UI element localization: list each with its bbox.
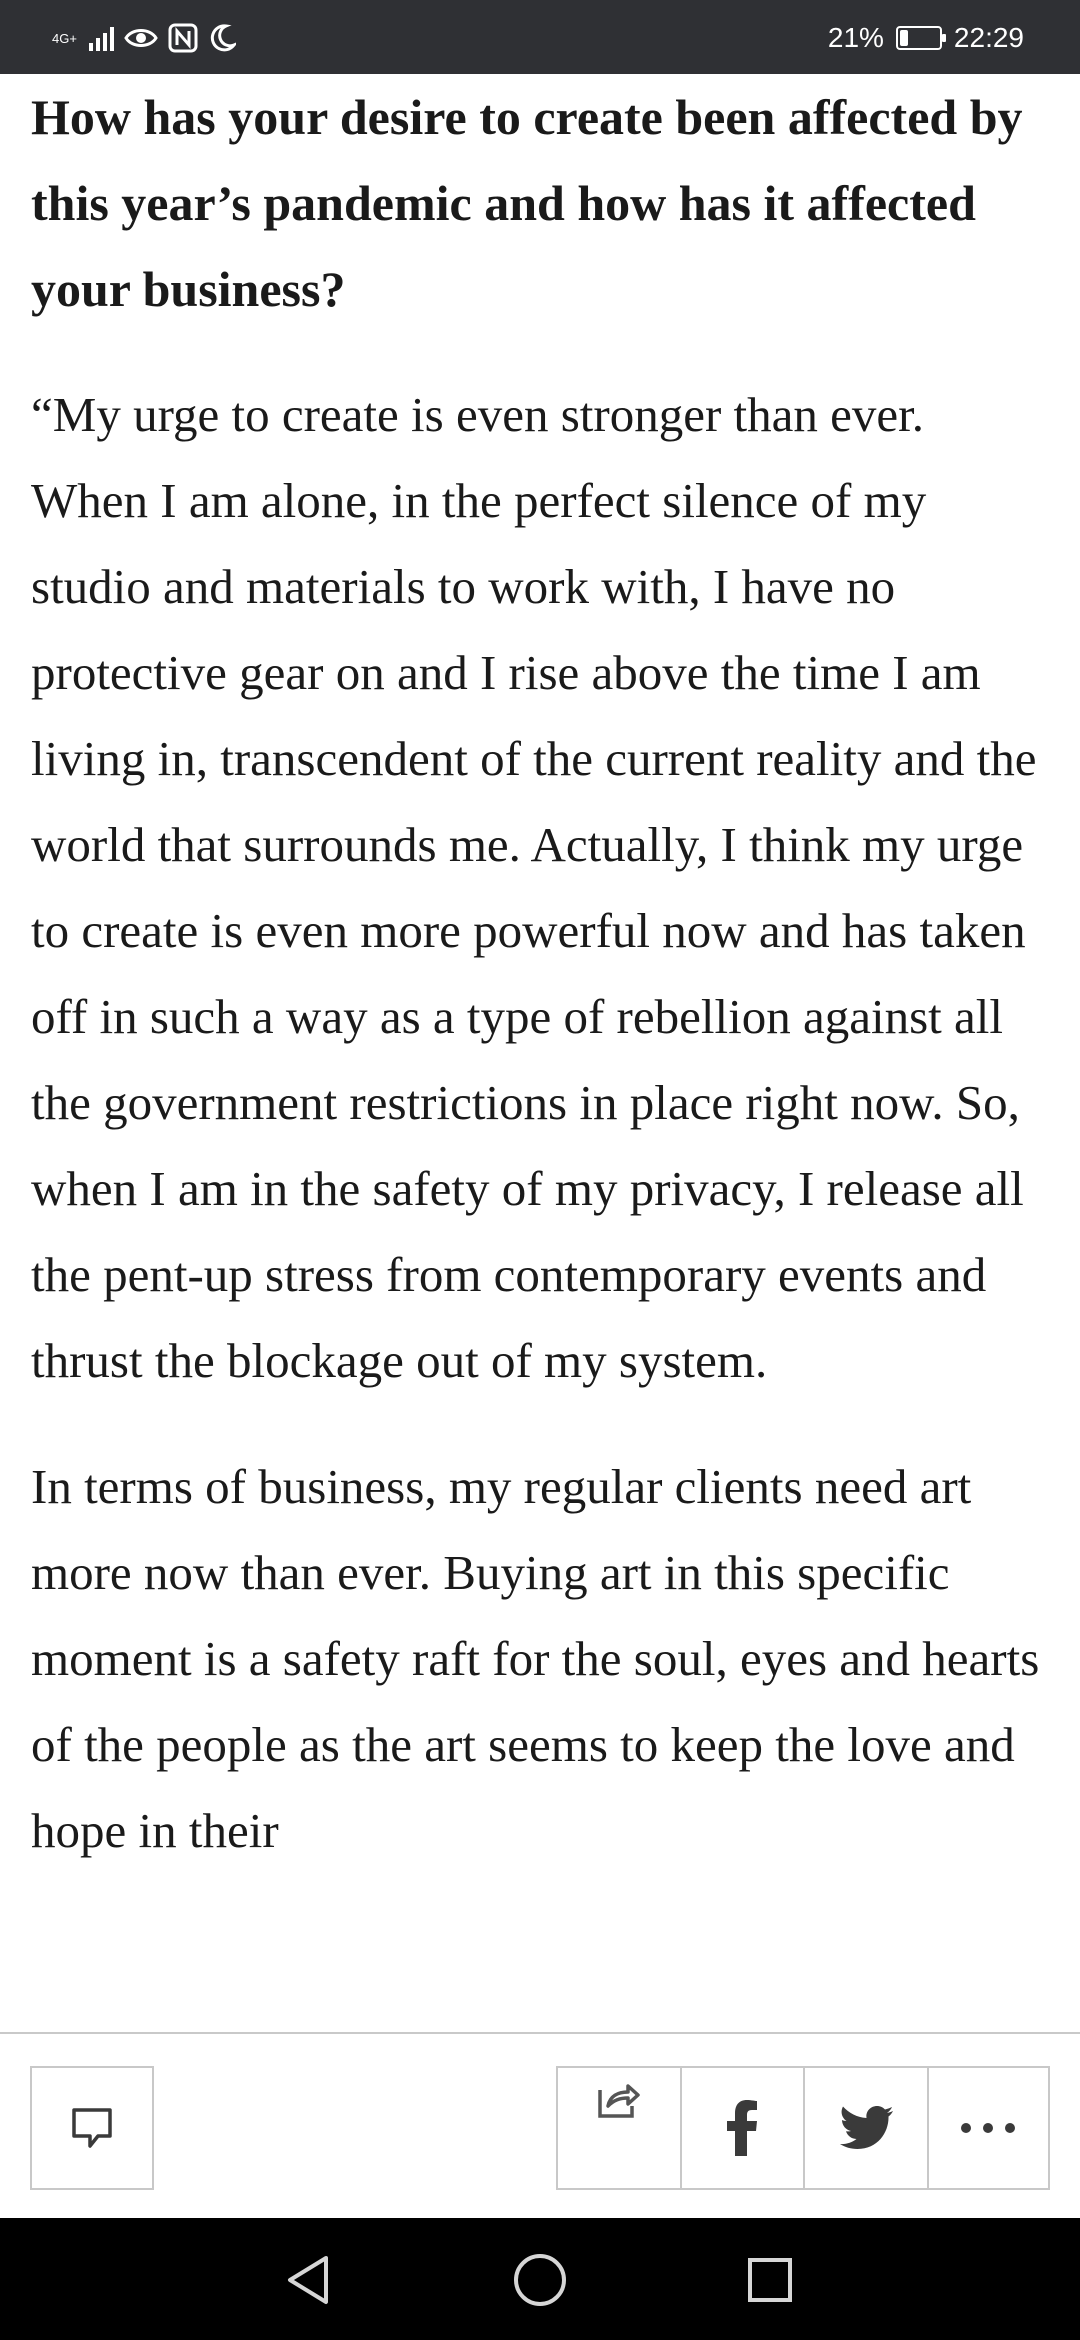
- moon-icon: [208, 23, 236, 53]
- home-button[interactable]: [510, 2250, 570, 2310]
- back-icon: [284, 2254, 332, 2306]
- back-button[interactable]: [278, 2250, 338, 2310]
- network-indicator: [52, 32, 77, 45]
- comment-icon: [68, 2104, 116, 2152]
- home-icon: [512, 2252, 568, 2308]
- eye-icon: [124, 25, 158, 51]
- battery-percent: 21%: [827, 22, 884, 53]
- share-buttons: [556, 2066, 1050, 2190]
- clock: 22:29: [953, 22, 1024, 53]
- facebook-icon: [724, 2100, 760, 2156]
- network-label: 4G+: [52, 30, 77, 46]
- signal-icon: [89, 25, 114, 51]
- recents-icon: [746, 2256, 794, 2304]
- recents-button[interactable]: [740, 2250, 800, 2310]
- status-icons-left: [52, 16, 236, 60]
- share-icon: [594, 2076, 642, 2124]
- interview-question: How has your desire to create been affected by this year’s pandemic and how has it affected your business?: [31, 89, 1023, 317]
- twitter-icon: [838, 2105, 894, 2151]
- comment-button[interactable]: [30, 2066, 154, 2190]
- status-icons-right: [828, 16, 1024, 60]
- share-button[interactable]: [556, 2066, 680, 2190]
- article-body: [31, 74, 1051, 1874]
- answer-paragraph: In terms of business, my regular clients need art more now than ever. Buying art in this specific moment is a safety raft for the soul, eyes and hearts of the people as the art seems to keep the love and hope in their: [31, 1459, 1040, 1858]
- bottom-action-bar: [0, 2032, 1080, 2220]
- twitter-button[interactable]: [803, 2066, 927, 2190]
- nfc-icon: [168, 23, 198, 53]
- facebook-button[interactable]: [680, 2066, 804, 2190]
- battery-fill: [900, 30, 908, 46]
- battery-icon: [896, 26, 942, 50]
- more-button[interactable]: [927, 2066, 1051, 2190]
- status-bar: [0, 0, 1080, 74]
- more-icon: [960, 2122, 1016, 2134]
- answer-paragraph: “My urge to create is even stronger than ever. When I am alone, in the perfect silence of my studio and materials to work with, I have no protective gear on and I rise above the time I am living in, transcendent of the current reality and the world that surrounds me. Actually, I think my urge to create is even more powerful now and has taken off in such a way as a type of rebellion against all the government restrictions in place right now. So, when I am in the safety of my privacy, I release all the pent-up stress from contemporary events and thrust the blockage out of my system.: [31, 387, 1037, 1388]
- system-nav-bar: [0, 2218, 1080, 2340]
